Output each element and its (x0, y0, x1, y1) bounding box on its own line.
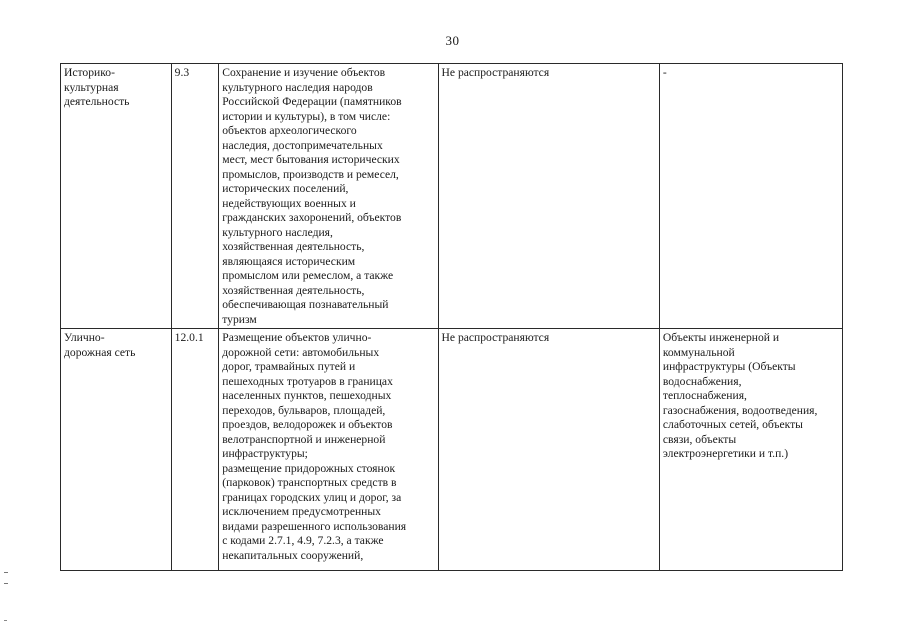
text-line: Улично- (64, 331, 105, 344)
text-line: Историко- (64, 66, 115, 79)
text-line: с кодами 2.7.1, 4.9, 7.2.3, а также (222, 534, 384, 547)
text-line: культурного наследия народов (222, 80, 373, 94)
text-line: слаботочных сетей, объекты (662, 418, 803, 431)
use-type-description-cell (219, 64, 438, 329)
text-line: (парковок) транспортных средств в (222, 476, 397, 489)
text-line: промыслом или ремеслом, а также (222, 269, 394, 282)
land-use-regulations-table (60, 63, 843, 571)
text-line: дорог, трамвайных путей и (222, 360, 356, 373)
text-line: теплоснабжения, (662, 389, 747, 402)
text-line: исключением предусмотренных (222, 505, 381, 518)
use-type-code-cell: 12.0.1 (171, 329, 219, 571)
text-line: хозяйственная деятельность, (222, 240, 365, 253)
text-line: культурного наследия, (222, 225, 333, 239)
text-line: промыслов, производств и ремесел, (222, 167, 399, 181)
text-line: исторических поселений, (222, 182, 349, 195)
text-line: электроэнергетики и т.п.) (662, 447, 789, 460)
text-line: некапитальных сооружений, (222, 548, 364, 562)
regulations-cell: Не распространяются (438, 329, 659, 571)
text-line: дорожная сеть (64, 345, 136, 359)
text-line: водоснабжения, (662, 374, 742, 388)
text-line: видами разрешенного использования (222, 519, 407, 533)
text-line: связи, объекты (662, 432, 737, 446)
text-line: границах городских улиц и дорог, за (222, 490, 402, 504)
text-line: переходов, бульваров, площадей, (222, 403, 386, 417)
text-line: Объекты инженерной и (662, 331, 780, 344)
text-line: Сохранение и изучение объектов (222, 66, 386, 79)
table-body (61, 64, 843, 571)
regulations-cell: Не распространяются (438, 64, 659, 329)
text-line: пешеходных тротуаров в границах (222, 374, 393, 388)
text-line: объектов археологического (222, 124, 357, 137)
text-line: обеспечивающая познавательный (222, 298, 389, 311)
text-line: инфраструктуры; (222, 447, 308, 460)
allowed-objects-cell (659, 329, 842, 571)
scan-margin-mark (4, 572, 8, 584)
scan-margin-dash (4, 620, 7, 621)
text-line: проездов, велодорожек и объектов (222, 418, 393, 431)
text-line: хозяйственная деятельность, (222, 283, 365, 297)
text-line: являющаяся историческим (222, 254, 356, 268)
text-line: - (662, 66, 667, 79)
text-line: истории и культуры), в том числе: (222, 109, 391, 123)
use-type-code-cell: 9.3 (171, 64, 219, 329)
use-type-description-cell (219, 329, 438, 571)
text-line: размещение придорожных стоянок (222, 461, 396, 475)
table-row (61, 329, 843, 571)
text-line: велотранспортной и инженерной (222, 432, 386, 446)
allowed-objects-cell (659, 64, 842, 329)
text-line: наследия, достопримечательных (222, 138, 383, 152)
page-number: 30 (445, 33, 460, 48)
table-row (61, 64, 843, 329)
text-line: туризм (222, 312, 257, 326)
text-line: культурная (64, 80, 119, 94)
text-line: газоснабжения, водоотведения, (662, 403, 818, 417)
text-line: гражданских захоронений, объектов (222, 211, 402, 224)
text-line: недействующих военных и (222, 196, 356, 210)
text-line: Российской Федерации (памятников (222, 95, 402, 108)
text-line: мест, мест бытования исторических (222, 153, 400, 166)
use-type-name-cell (61, 329, 172, 571)
use-type-name-cell (61, 64, 172, 329)
text-line: инфраструктуры (Объекты (662, 360, 796, 373)
text-line: коммунальной (662, 345, 735, 359)
text-line: Размещение объектов улично- (222, 331, 372, 344)
text-line: дорожной сети: автомобильных (222, 345, 380, 359)
text-line: населенных пунктов, пешеходных (222, 389, 392, 402)
text-line: деятельность (64, 95, 130, 108)
